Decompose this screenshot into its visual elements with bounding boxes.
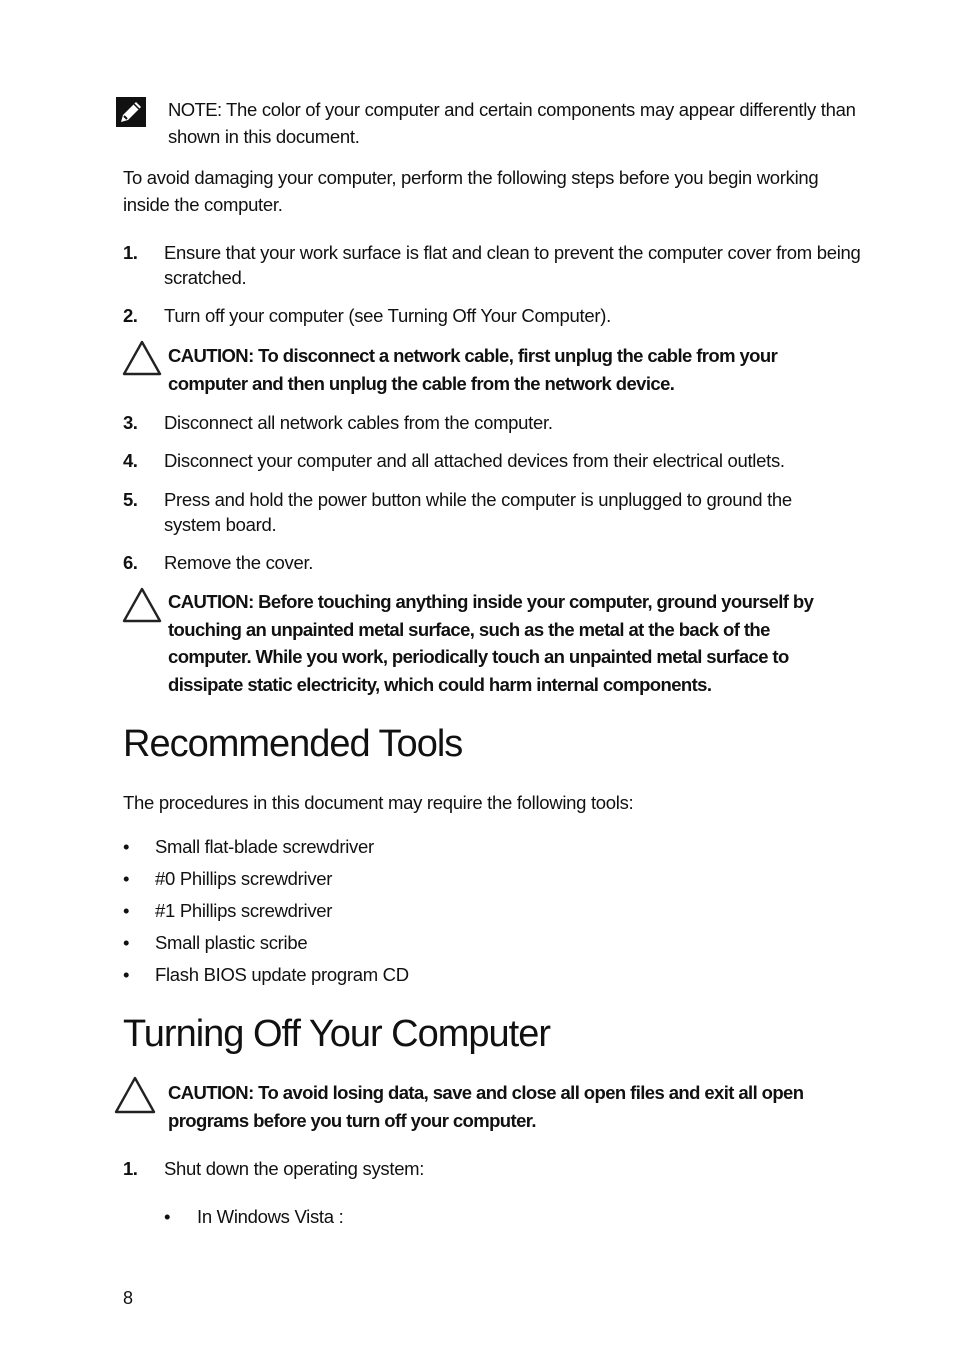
bullet-marker: • [123,868,130,889]
caution-text: CAUTION: To disconnect a network cable, first unplug the cable from your computer and then unplug the cable from the network device. [168,345,778,394]
step-number: 3. [123,412,138,433]
section-heading: Turning Off Your Computer [123,1013,551,1055]
page-number: 8 [123,1288,134,1308]
sub-list-item: In Windows Vista : [197,1206,344,1227]
bullet-marker: • [123,964,130,985]
step-number: 1. [123,242,138,263]
list-item: Small plastic scribe [155,932,308,953]
bullet-marker: • [123,932,130,953]
warning-triangle-icon [114,1076,156,1114]
bullet-marker: • [123,900,130,921]
list-item: #0 Phillips screwdriver [155,868,333,889]
section-heading: Recommended Tools [123,723,463,765]
step-number: 1. [123,1158,138,1179]
warning-triangle-icon [122,587,162,623]
list-item: #1 Phillips screwdriver [155,900,333,921]
caution-text: CAUTION: Before touching anything inside your computer, ground yourself by touching an unpainted metal surface, such as the metal at the back of the computer. While you work, periodically touch an unpainted metal surface to dissipate static electricity, which could harm internal components. [168,591,814,695]
note-pencil-icon [116,97,146,127]
tools-intro: The procedures in this document may require the following tools: [123,792,634,813]
step-text: Ensure that your work surface is flat and clean to prevent the computer cover from being scratched. [164,242,861,288]
step-number: 5. [123,489,138,510]
step-text: Turn off your computer (see Turning Off Your Computer). [164,305,611,326]
step-text: Remove the cover. [164,552,314,573]
step-number: 2. [123,305,138,326]
caution-text: CAUTION: To avoid losing data, save and close all open files and exit all open programs before you turn off your computer. [168,1082,804,1131]
list-item: Small flat-blade screwdriver [155,836,374,857]
note-label: NOTE: [168,99,222,120]
bullet-marker: • [164,1206,171,1227]
intro-paragraph: To avoid damaging your computer, perform the following steps before you begin working inside the computer. [123,167,819,215]
step-text: Disconnect your computer and all attached devices from their electrical outlets. [164,450,785,471]
step-text: Shut down the operating system: [164,1158,425,1179]
warning-triangle-icon [122,340,162,376]
step-number: 6. [123,552,138,573]
step-number: 4. [123,450,138,471]
bullet-marker: • [123,836,130,857]
list-item: Flash BIOS update program CD [155,964,409,985]
note-body: The color of your computer and certain components may appear differently than shown in this document. [168,99,856,147]
step-text: Press and hold the power button while the computer is unplugged to ground the system board. [164,489,792,535]
step-text: Disconnect all network cables from the computer. [164,412,553,433]
note-text [168,96,858,150]
